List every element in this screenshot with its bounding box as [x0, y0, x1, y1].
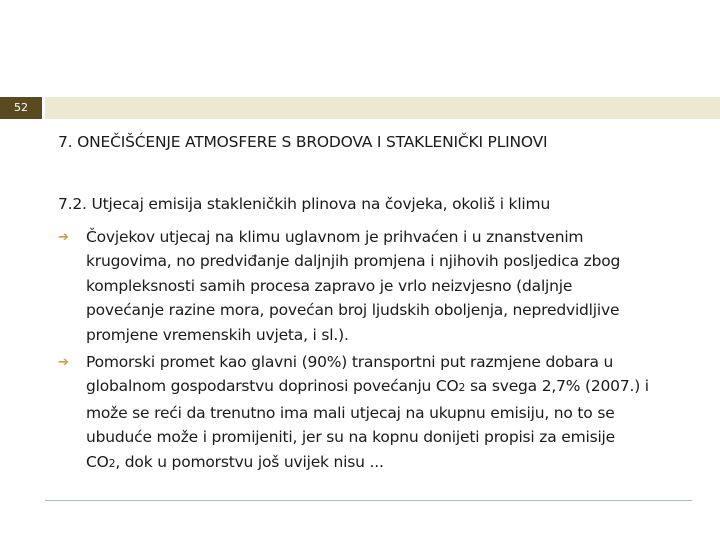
- bullet-text: [86, 225, 696, 347]
- bullet-line: povećanje razine mora, povećan broj ljudskih oboljenja, nepredvidljive: [86, 301, 620, 320]
- bullet-line: Pomorski promet kao glavni (90%) transportni put razmjene dobara u: [86, 353, 614, 371]
- bullet-line: globalnom gospodarstvu doprinosi povećanju CO2 sa svega 2,7% (2007.) i: [86, 377, 649, 396]
- arrow-right-icon: ➔: [58, 230, 69, 245]
- bullet-line: može se reći da trenutno ima mali utjecaj na ukupnu emisiju, no to se: [86, 403, 615, 422]
- bullet-text: [86, 350, 696, 476]
- bullet-line: CO2, dok u pomorstvu još uvijek nisu ...: [86, 452, 384, 471]
- slide-subheading: 7.2. Utjecaj emisija stakleničkih plinova na čovjeka, okoliš i klimu: [58, 195, 551, 213]
- slide-heading: 7. ONEČIŠĆENJE ATMOSFERE S BRODOVA I STAKLENIČKI PLINOVI: [58, 133, 548, 151]
- bullet-item: [58, 350, 698, 476]
- page-number: 52: [0, 97, 42, 119]
- bullet-item: [58, 225, 698, 347]
- header-band: [45, 97, 720, 119]
- bullet-line: kompleksnosti samih procesa zapravo je vrlo neizvjesno (daljnje: [86, 276, 573, 295]
- arrow-right-icon: ➔: [58, 355, 69, 370]
- bullet-line: krugovima, no predviđanje daljnjih promjena i njihovih posljedica zbog: [86, 252, 621, 271]
- bullet-line: promjene vremenskih uvjeta, i sl.).: [86, 325, 349, 344]
- bullet-line: ubuduće može i promijeniti, jer su na kopnu donijeti propisi za emisije: [86, 428, 615, 447]
- footer-divider: [45, 500, 692, 501]
- bullet-line: Čovjekov utjecaj na klimu uglavnom je prihvaćen i u znanstvenim: [86, 228, 584, 246]
